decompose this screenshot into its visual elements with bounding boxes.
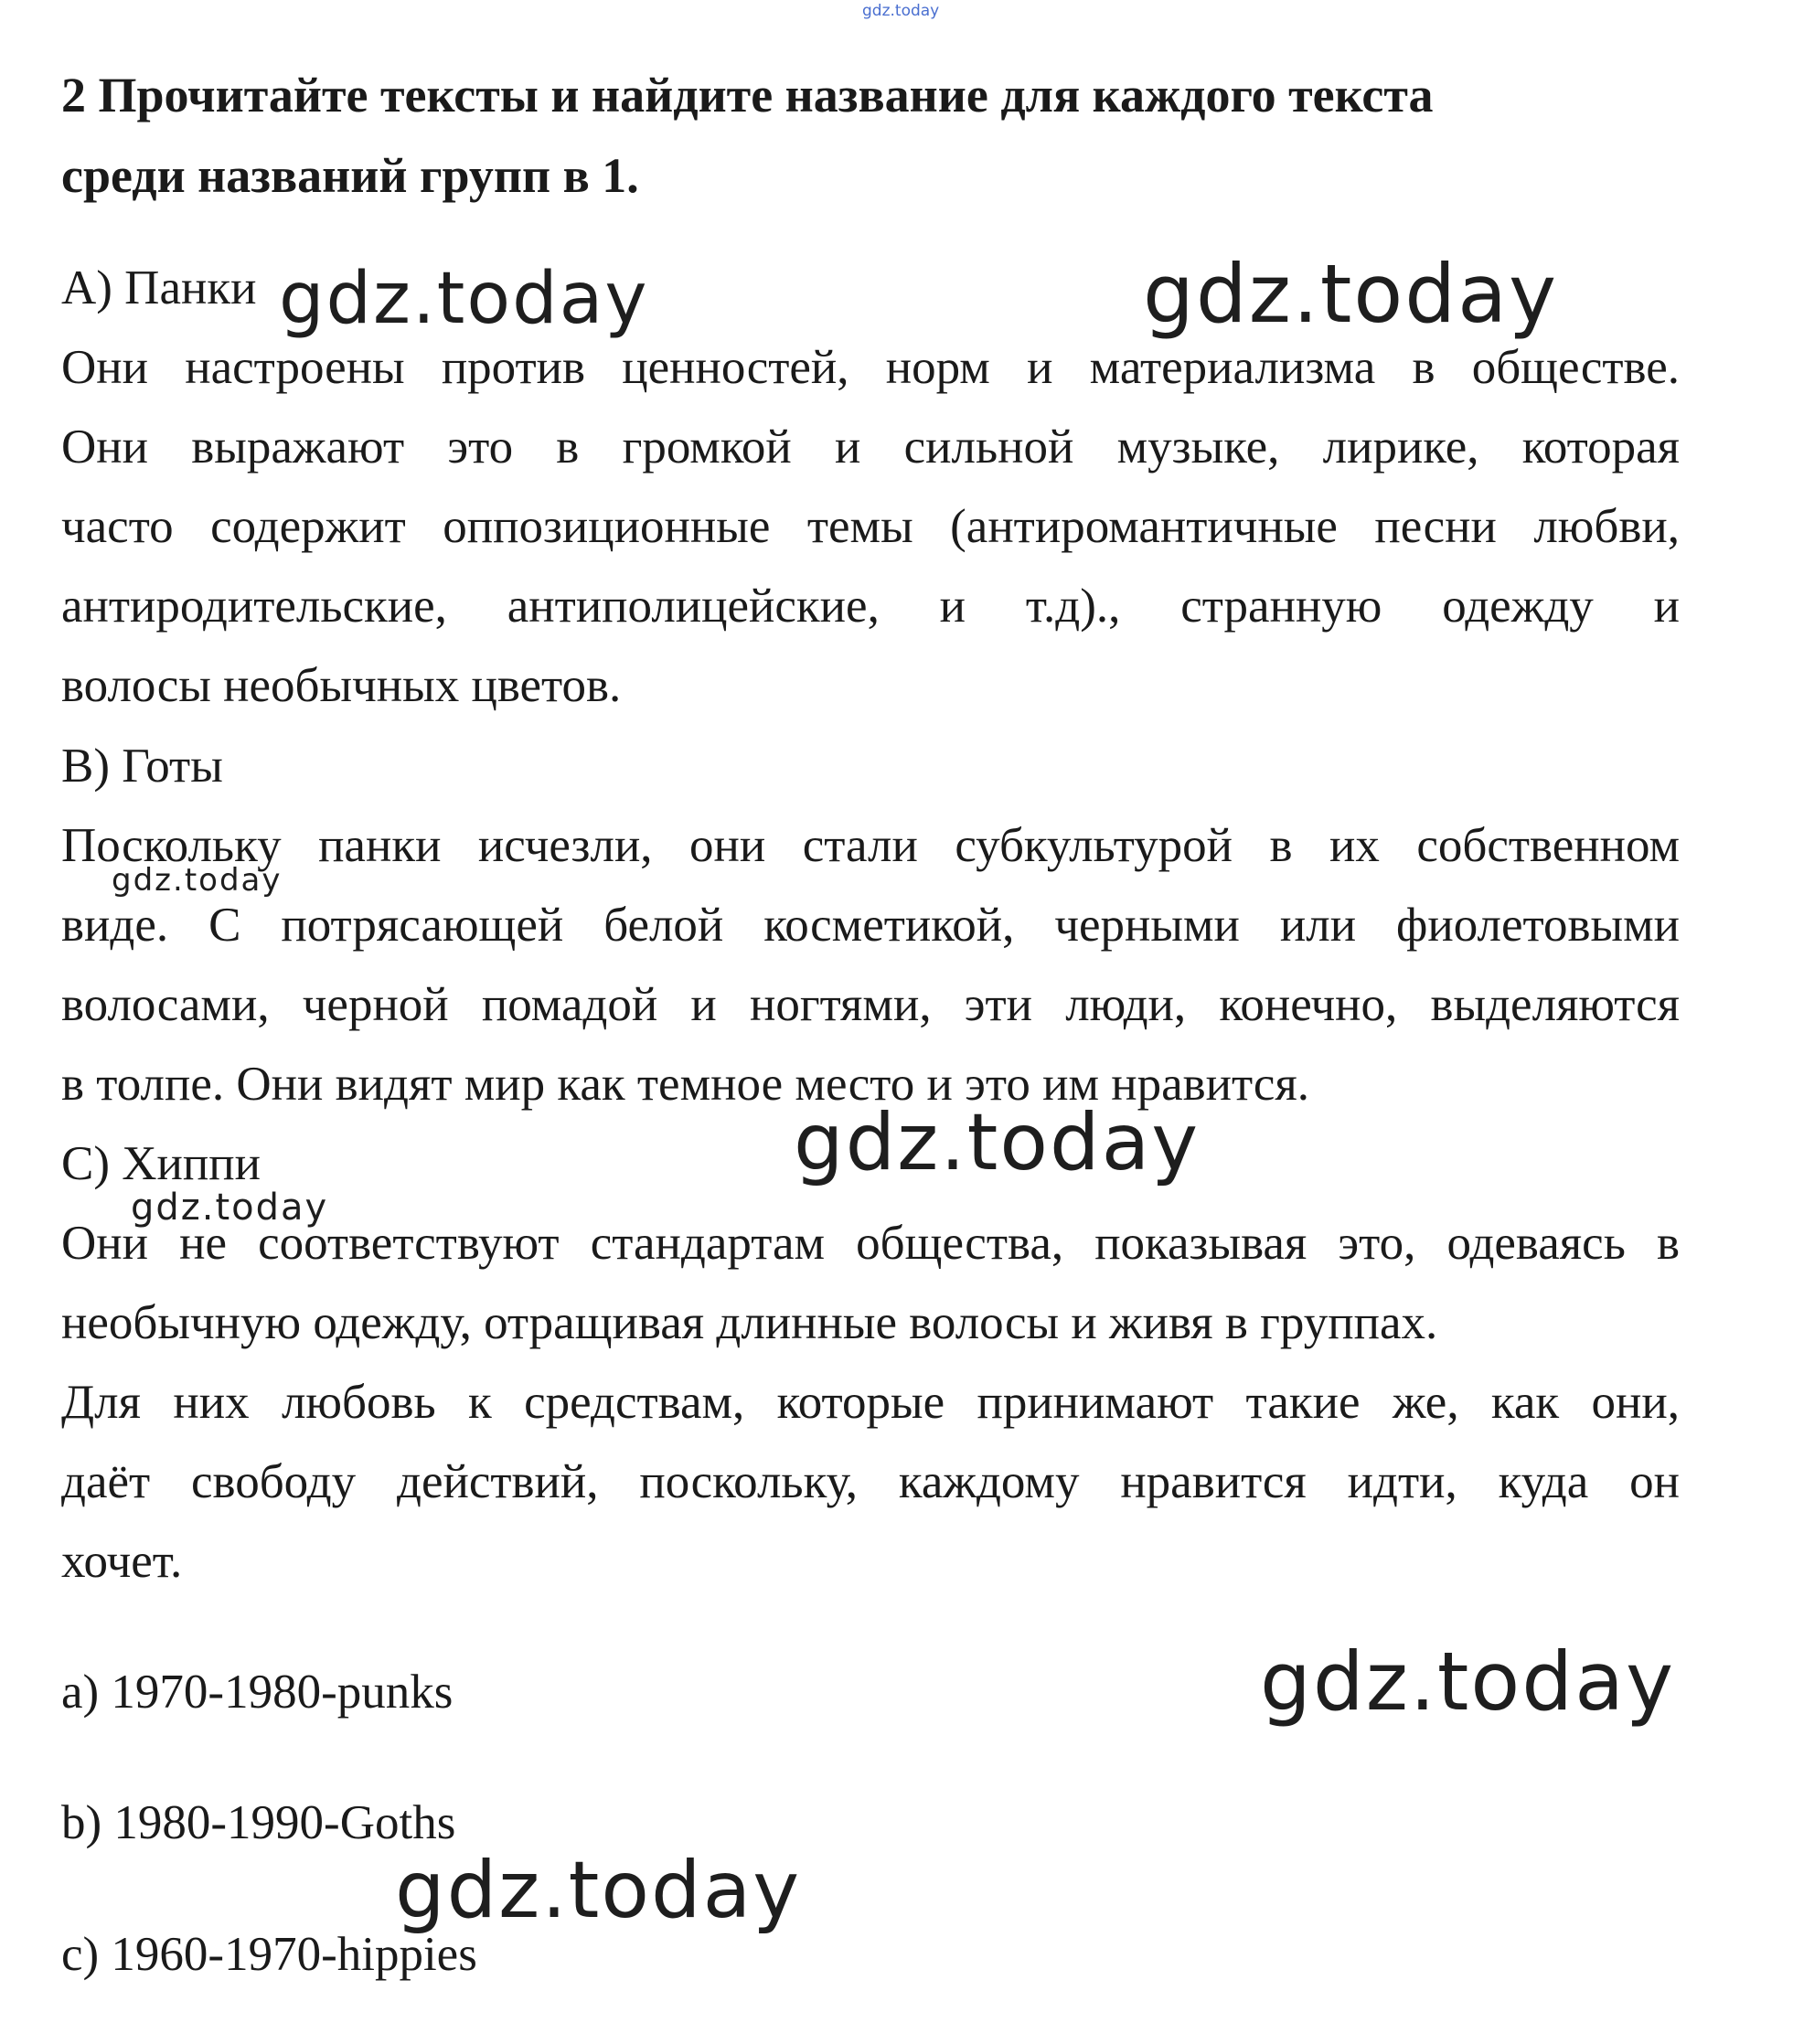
task-title [61,55,1689,216]
section-c-line-1: Они не соответствуют стандартам общества, показывая это, одеваясь в [61,1217,1680,1270]
section-c-line-2: необычную одежду, отращивая длинные волосы и живя в группах. [61,1296,1438,1349]
watermark-7: gdz.today [395,1845,802,1936]
section-b-line-3: волосами, черной помадой и ногтями, эти люди, конечно, выделяются [61,978,1680,1031]
watermark-6: gdz.today [1260,1634,1676,1729]
section-a-heading: A) Панки [61,261,257,314]
watermark-5: gdz.today [131,1187,329,1229]
watermark-1: gdz.today [279,258,649,340]
section-c-line-5: хочет. [61,1535,183,1588]
section-c-heading: C) Хиппи [61,1137,261,1190]
section-c-line-3: Для них любовь к средствам, которые принимают такие же, как они, [61,1376,1680,1429]
section-b-line-4: в толпе. Они видят мир как темное место и это им нравится. [61,1058,1309,1111]
watermark-2: gdz.today [1143,247,1559,341]
section-a-line-2: Они выражают это в громкой и сильной музыке, лирике, которая [61,421,1680,474]
section-b-line-1: Поскольку панки исчезли, они стали субкультурой в их собственном [61,819,1680,872]
section-b-heading: B) Готы [61,740,223,793]
section-a-line-3: часто содержит оппозиционные темы (антиромантичные песни любви, [61,500,1680,553]
section-a-line-4: антиродительские, антиполицейские, и т.д)., странную одежду и [61,580,1680,633]
watermark-top: gdz.today [862,2,940,20]
section-c-line-4: даёт свободу действий, поскольку, каждому нравится идти, куда он [61,1455,1680,1508]
answer-a: a) 1970-1980-punks [61,1666,454,1719]
answer-b: b) 1980-1990-Goths [61,1796,456,1849]
task-title-line-1: 2 Прочитайте тексты и найдите название для каждого текста [61,68,1434,122]
watermark-3: gdz.today [112,862,283,899]
section-a-line-5: волосы необычных цветов. [61,659,622,712]
section-a-line-1: Они настроены против ценностей, норм и материализма в обществе. [61,341,1680,394]
watermark-4: gdz.today [794,1097,1201,1188]
section-b-line-2: виде. С потрясающей белой косметикой, черными или фиолетовыми [61,899,1680,952]
answer-c: c) 1960-1970-hippies [61,1928,477,1981]
task-title-line-2: среди названий групп в 1. [61,148,639,203]
